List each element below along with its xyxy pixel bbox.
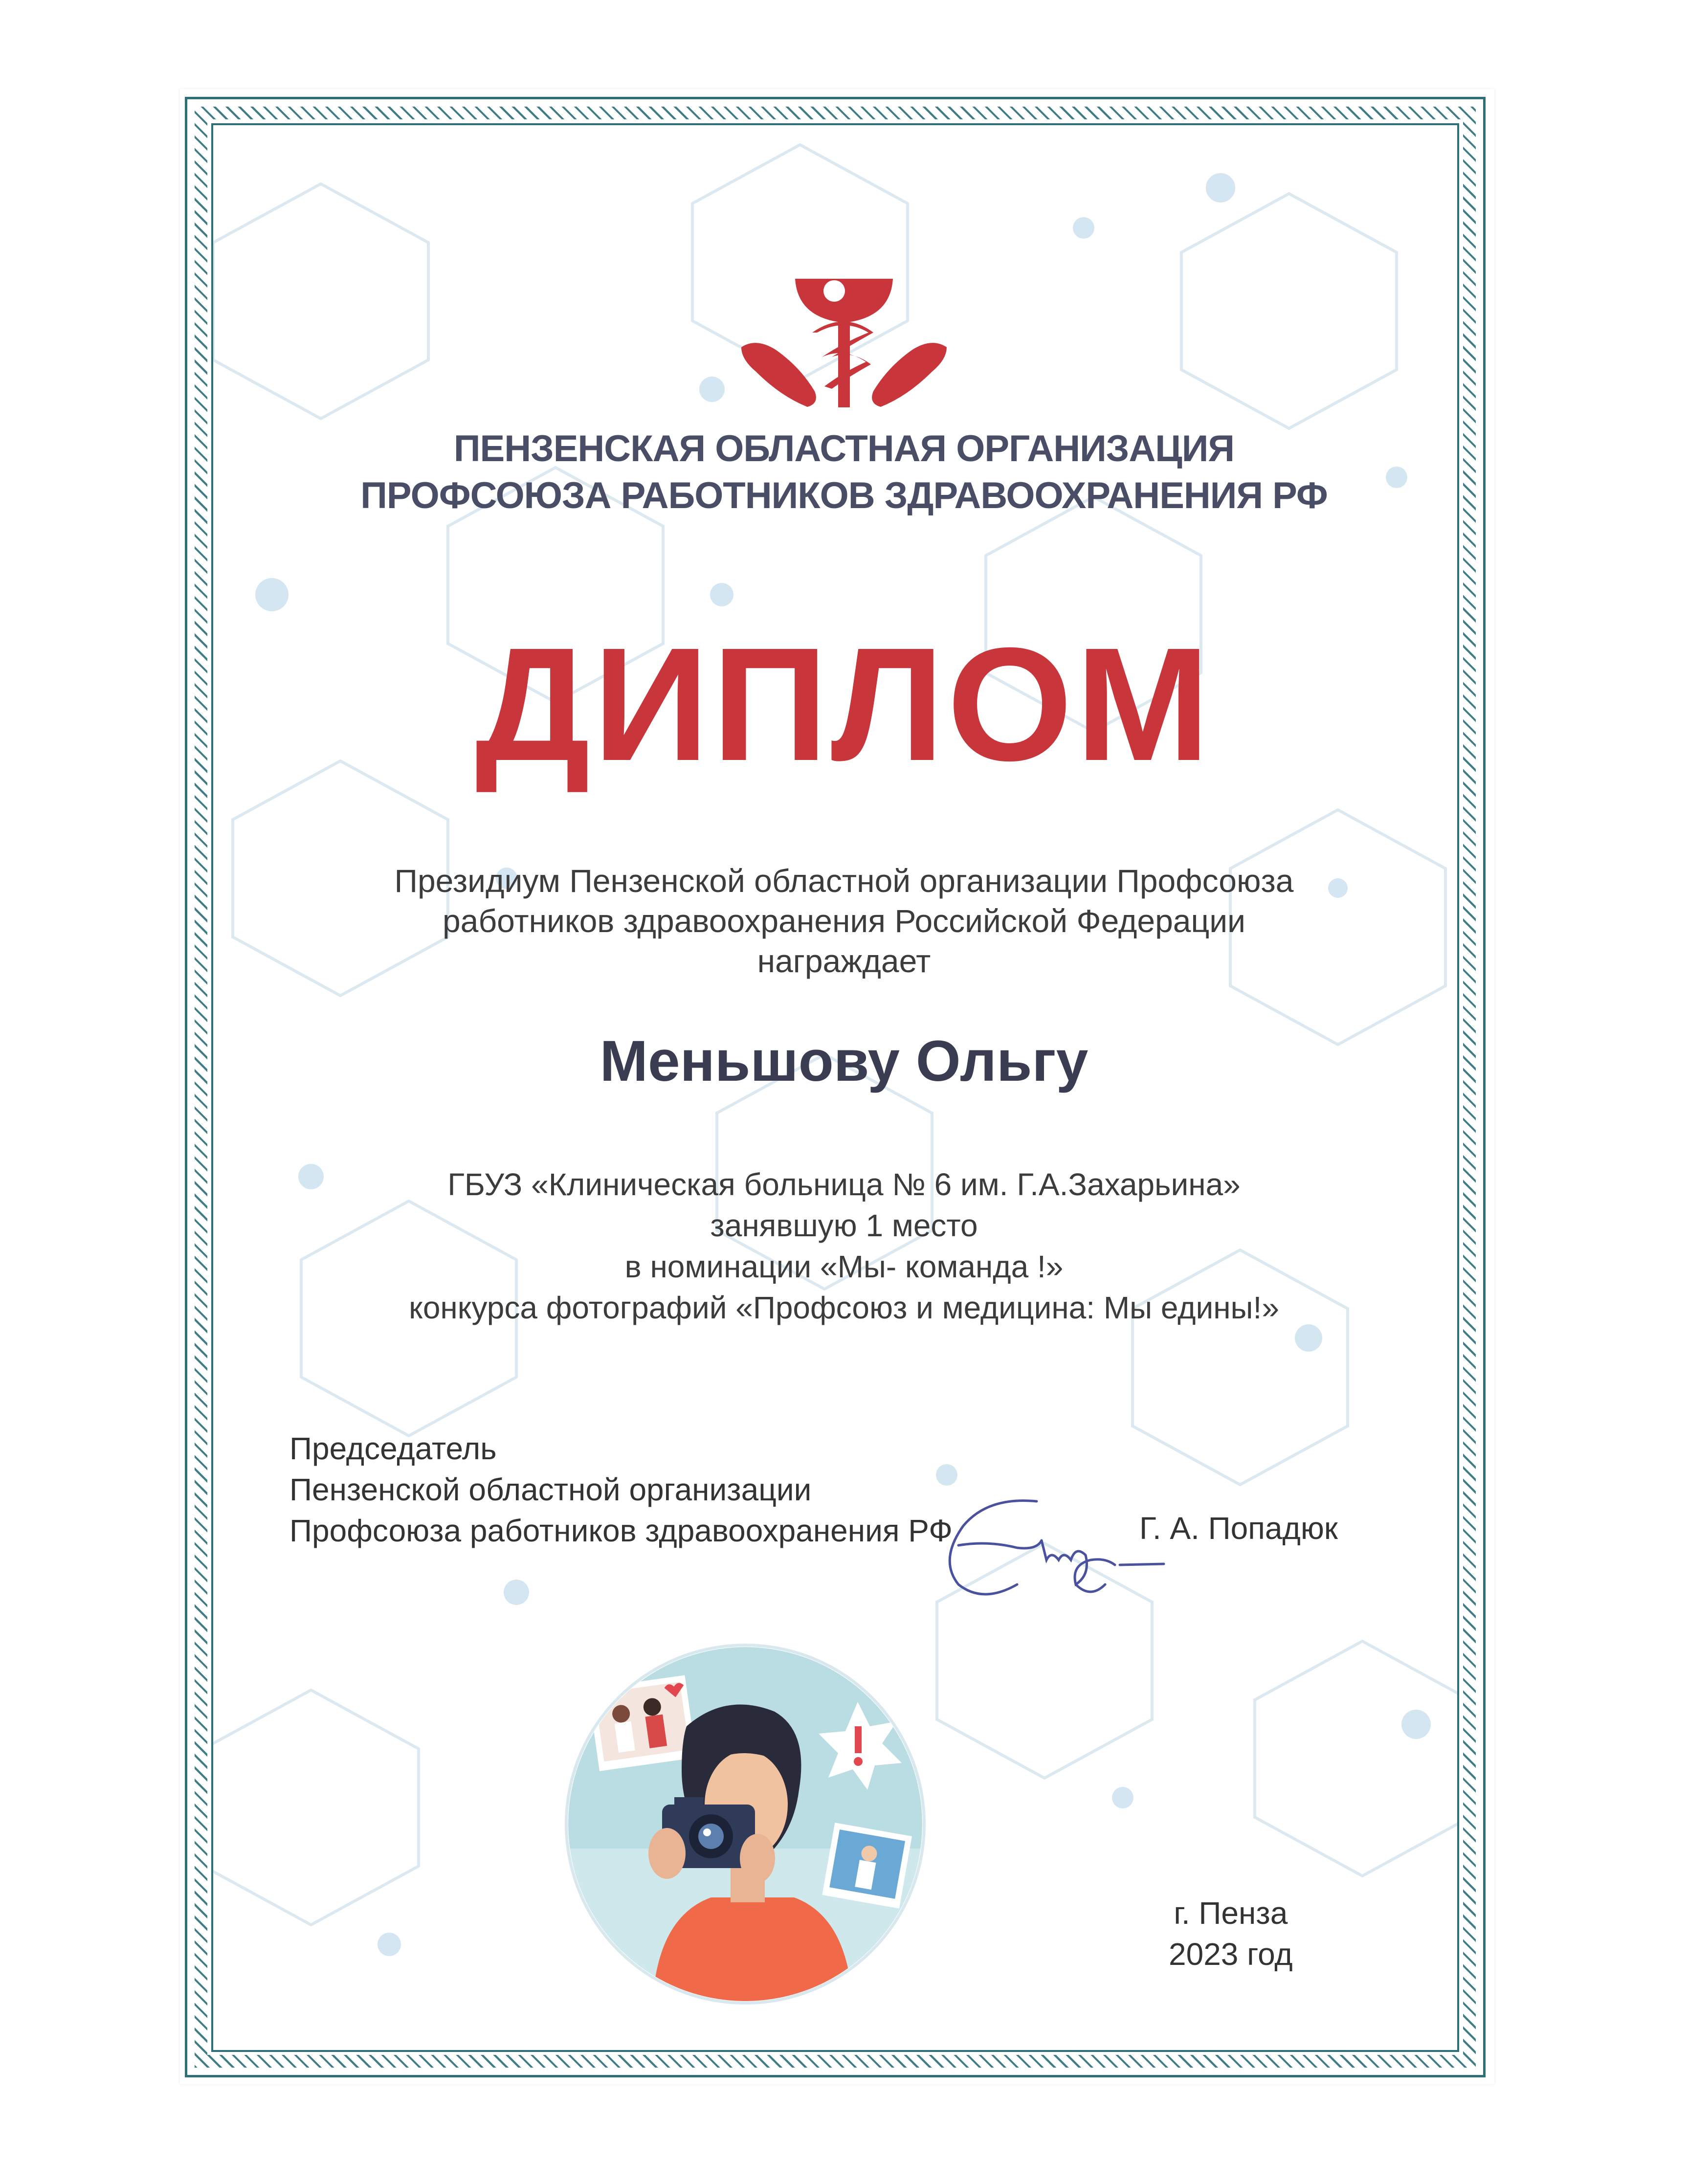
signatory-line-3: Профсоюза работников здравоохранения РФ	[289, 1513, 953, 1548]
presidium-line-3: награждает	[757, 943, 931, 979]
award-line-4: конкурса фотографий «Профсоюз и медицина: Мы едины!»	[409, 1290, 1279, 1325]
handwritten-signature	[929, 1487, 1183, 1614]
photographer-illustration	[564, 1643, 926, 2005]
signatory-name: Г. А. Попадюк	[1139, 1511, 1338, 1546]
year: 2023 год	[1169, 1937, 1293, 1972]
org-line-2: ПРОФСОЮЗА РАБОТНИКОВ ЗДРАВООХРАНЕНИЯ РФ	[360, 475, 1328, 516]
recipient-name: Меньшову Ольгу	[600, 1029, 1088, 1093]
award-line-3: в номинации «Мы- команда !»	[624, 1249, 1064, 1284]
award-details	[0, 1164, 1688, 1328]
place-and-date	[1169, 1893, 1293, 1975]
presidium-line-1: Президиум Пензенской областной организации Профсоюза	[394, 863, 1294, 899]
award-line-2: занявшую 1 место	[710, 1208, 978, 1243]
organization-header	[0, 425, 1688, 519]
bowl-snake-hands-icon	[722, 264, 966, 411]
signatory-line-2: Пензенской областной организации	[289, 1472, 812, 1507]
presidium-text	[0, 861, 1688, 981]
award-line-1: ГБУЗ «Клиническая больница № 6 им. Г.А.Захарьина»	[447, 1167, 1241, 1202]
signatory-title	[289, 1428, 953, 1551]
city: г. Пенза	[1174, 1895, 1288, 1931]
org-line-1: ПЕНЗЕНСКАЯ ОБЛАСТНАЯ ОРГАНИЗАЦИЯ	[453, 428, 1235, 469]
presidium-line-2: работников здравоохранения Российской Федерации	[442, 903, 1246, 939]
signatory-line-1: Председатель	[289, 1431, 497, 1466]
diploma-title: ДИПЛОМ	[475, 614, 1213, 794]
